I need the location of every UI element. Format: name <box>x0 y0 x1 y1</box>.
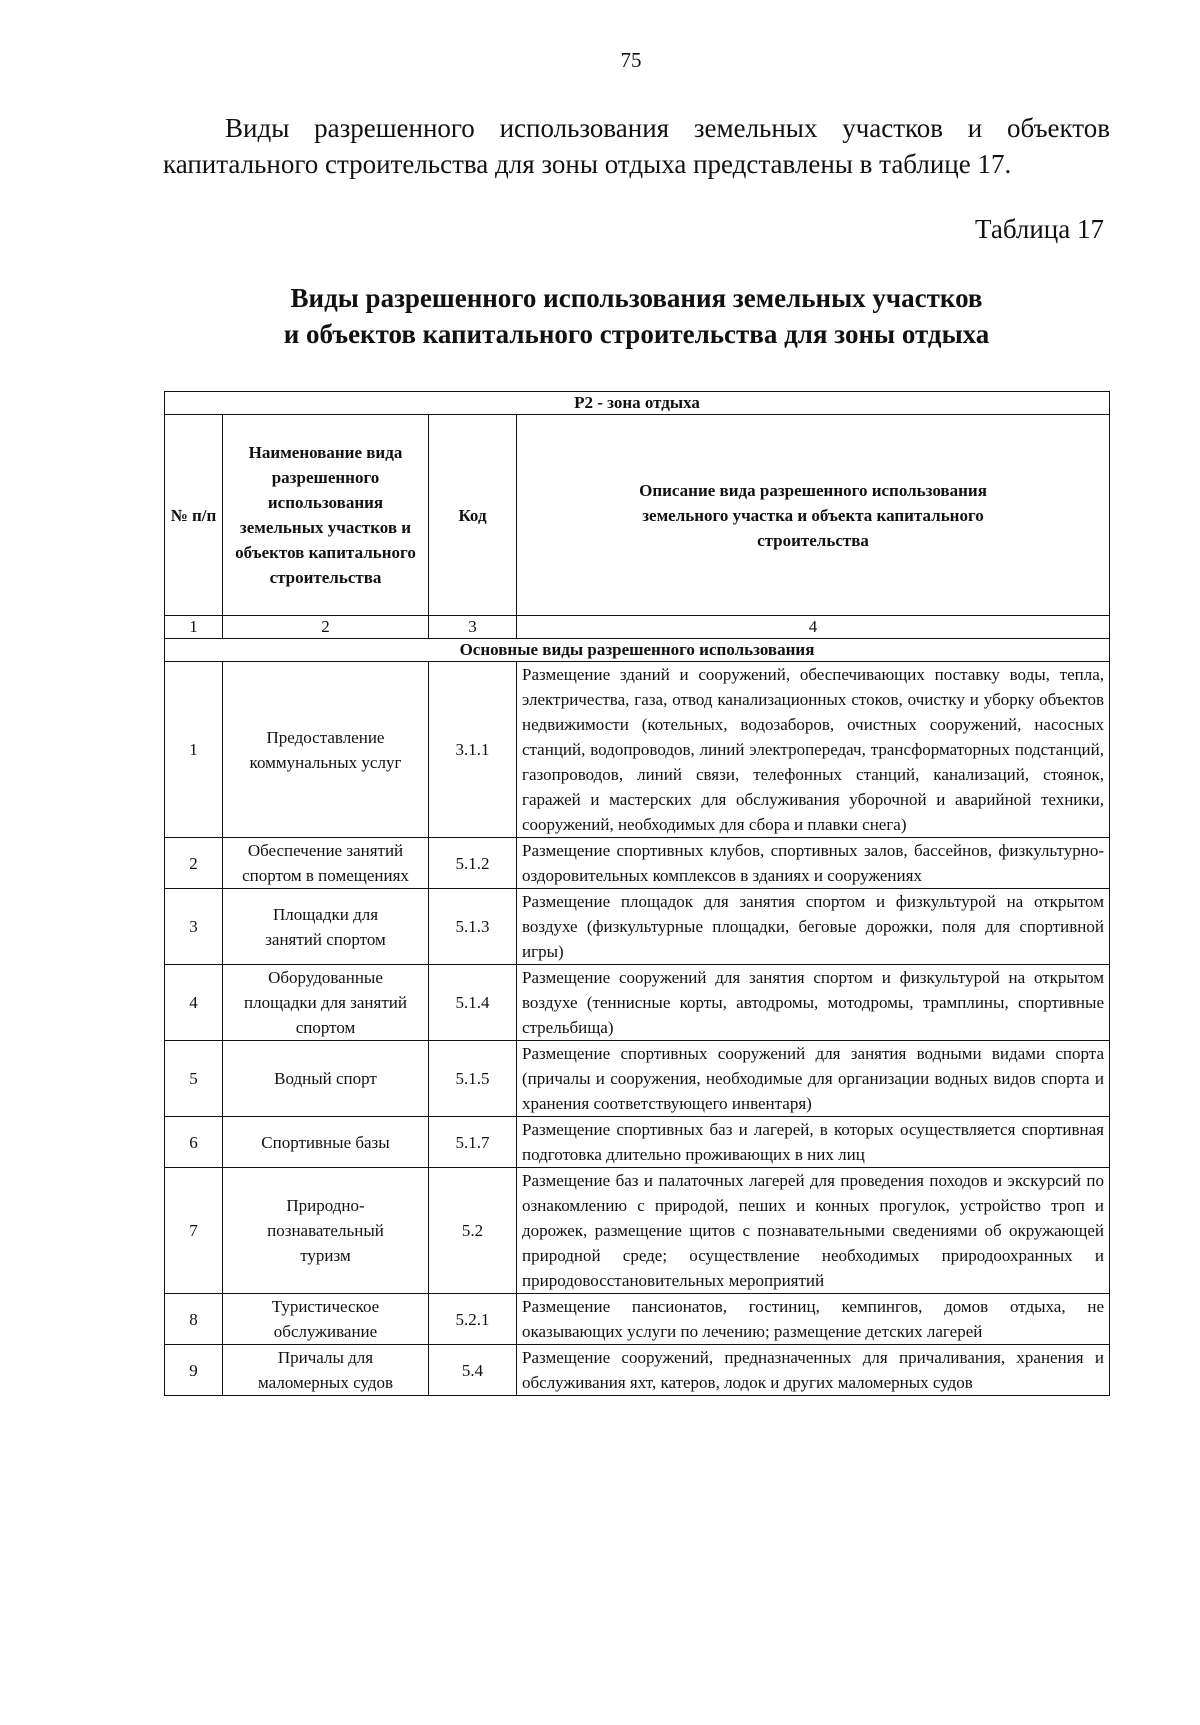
table-row <box>165 1168 1110 1294</box>
header-row <box>165 415 1110 616</box>
row-description: Размещение баз и палаточных лагерей для проведения походов и экскурсий по ознакомлению с природой, пеших и конных прогулок, устройство троп и дорожек, размещение щитов с познавательными сведениями об окружающей природной среде; осуществление необходимых природоохранных и природовосстановительных мероприятий <box>517 1168 1110 1294</box>
row-description: Размещение спортивных клубов, спортивных залов, бассейнов, физкультурно-оздоровительных комплексов в зданиях и сооружениях <box>517 838 1110 889</box>
row-description: Размещение спортивных баз и лагерей, в которых осуществляется спортивная подготовка длительно проживающих в них лиц <box>517 1117 1110 1168</box>
row-name: Площадки для занятий спортом <box>223 889 429 965</box>
table-row <box>165 1041 1110 1117</box>
table-row <box>165 1117 1110 1168</box>
section-title: Основные виды разрешенного использования <box>165 639 1110 662</box>
row-name: Туристическое обслуживание <box>223 1294 429 1345</box>
header-code: Код <box>429 415 517 616</box>
row-name: Спортивные базы <box>223 1117 429 1168</box>
row-number: 2 <box>165 838 223 889</box>
table-row <box>165 838 1110 889</box>
row-description: Размещение сооружений, предназначенных для причаливания, хранения и обслуживания яхт, катеров, лодок и других маломерных судов <box>517 1345 1110 1396</box>
table-title <box>163 280 1110 352</box>
row-code: 5.4 <box>429 1345 517 1396</box>
row-number: 6 <box>165 1117 223 1168</box>
row-code: 3.1.1 <box>429 662 517 838</box>
row-description: Размещение пансионатов, гостиниц, кемпингов, домов отдыха, не оказывающих услуги по лечению; размещение детских лагерей <box>517 1294 1110 1345</box>
row-name: Причалы для маломерных судов <box>223 1345 429 1396</box>
column-number: 2 <box>223 616 429 639</box>
header-num: № п/п <box>165 415 223 616</box>
row-number: 9 <box>165 1345 223 1396</box>
zone-title: Р2 - зона отдыха <box>165 392 1110 415</box>
row-number: 3 <box>165 889 223 965</box>
row-description: Размещение спортивных сооружений для занятия водными видами спорта (причалы и сооружения, необходимые для организации водных видов спорта и хранения соответствующего инвентаря) <box>517 1041 1110 1117</box>
table-row <box>165 662 1110 838</box>
table-row <box>165 1345 1110 1396</box>
row-number: 1 <box>165 662 223 838</box>
row-code: 5.1.7 <box>429 1117 517 1168</box>
zone-title-row <box>165 392 1110 415</box>
column-number: 4 <box>517 616 1110 639</box>
table-title-line-2: и объектов капитального строительства для зоны отдыха <box>283 319 990 349</box>
row-code: 5.1.2 <box>429 838 517 889</box>
column-number: 1 <box>165 616 223 639</box>
page-number: 75 <box>620 48 642 72</box>
row-name: Предоставление коммунальных услуг <box>223 662 429 838</box>
row-name: Водный спорт <box>223 1041 429 1117</box>
row-description: Размещение площадок для занятия спортом и физкультурой на открытом воздухе (физкультурные площадки, беговые дорожки, поля для спортивной игры) <box>517 889 1110 965</box>
header-description: Описание вида разрешенного использования земельного участка и объекта капитального строительства <box>517 415 1110 616</box>
row-name: Оборудованные площадки для занятий спортом <box>223 965 429 1041</box>
table-title-line-1: Виды разрешенного использования земельных участков <box>290 283 983 313</box>
land-use-table <box>164 391 1110 1396</box>
row-code: 5.2.1 <box>429 1294 517 1345</box>
row-name: Природно-познавательный туризм <box>223 1168 429 1294</box>
row-code: 5.1.5 <box>429 1041 517 1117</box>
section-row <box>165 639 1110 662</box>
row-name: Обеспечение занятий спортом в помещениях <box>223 838 429 889</box>
intro-paragraph: Виды разрешенного использования земельных участков и объектов капитального строительства для зоны отдыха представлены в таблице 17. <box>163 113 1110 179</box>
row-description: Размещение сооружений для занятия спортом и физкультурой на открытом воздухе (теннисные корты, автодромы, мотодромы, трамплины, спортивные стрельбища) <box>517 965 1110 1041</box>
table-row <box>165 1294 1110 1345</box>
header-name: Наименование вида разрешенного использования земельных участков и объектов капитального строительства <box>223 415 429 616</box>
row-code: 5.1.3 <box>429 889 517 965</box>
row-number: 7 <box>165 1168 223 1294</box>
row-code: 5.2 <box>429 1168 517 1294</box>
row-code: 5.1.4 <box>429 965 517 1041</box>
table-row <box>165 965 1110 1041</box>
table-row <box>165 889 1110 965</box>
column-number-row <box>165 616 1110 639</box>
row-number: 4 <box>165 965 223 1041</box>
row-number: 8 <box>165 1294 223 1345</box>
column-number: 3 <box>429 616 517 639</box>
row-description: Размещение зданий и сооружений, обеспечивающих поставку воды, тепла, электричества, газа, отвод канализационных стоков, очистку и уборку объектов недвижимости (котельных, водозаборов, очистных сооружений, насосных станций, водопроводов, линий электропередач, трансформаторных подстанций, газопроводов, линий связи, телефонных станций, канализаций, стоянок, гаражей и мастерских для обслуживания уборочной и аварийной техники, сооружений, необходимых для сбора и плавки снега) <box>517 662 1110 838</box>
table-label: Таблица 17 <box>975 214 1104 244</box>
row-number: 5 <box>165 1041 223 1117</box>
